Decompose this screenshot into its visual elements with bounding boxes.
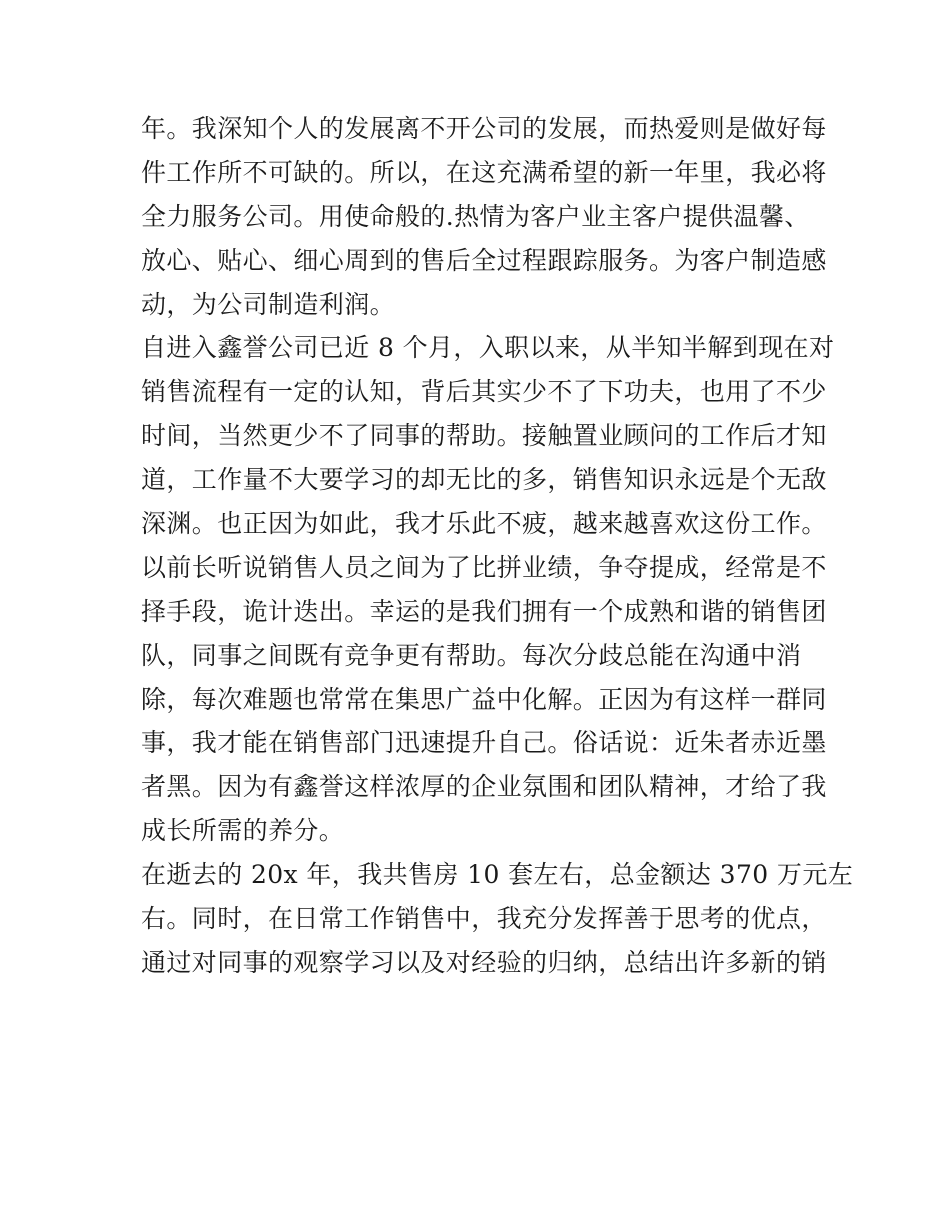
paragraph-1 [141,107,827,326]
text-line: 右。同时，在日常工作销售中，我充分发挥善于思考的优点， [141,904,827,934]
text-line: 全力服务公司。用使命般的.热情为客户业主客户提供温馨、 [141,201,810,231]
paragraph-3 [141,546,827,853]
text-line: 件工作所不可缺的。所以，在这充满希望的新一年里，我必将 [141,157,827,187]
text-line: 通过对同事的观察学习以及对经验的归纳，总结出许多新的销 [141,947,827,977]
paragraph-4 [141,853,854,985]
text-line: 动，为公司制造利润。 [141,289,396,319]
text-line: 在逝去的 20x 年，我共售房 10 套左右，总金额达 370 万元左 [141,860,854,890]
text-line: 以前长听说销售人员之间为了比拼业绩，争夺提成，经常是不 [141,552,827,582]
text-line: 时间，当然更少不了同事的帮助。接触置业顾问的工作后才知 [141,421,827,451]
text-line: 销售流程有一定的认知，背后其实少不了下功夫，也用了不少 [141,377,827,407]
paragraph-2 [141,326,835,545]
text-line: 队，同事之间既有竞争更有帮助。每次分歧总能在沟通中消 [141,640,802,670]
document-body [141,107,854,985]
text-line: 深渊。也正因为如此，我才乐此不疲，越来越喜欢这份工作。 [141,509,827,539]
text-line: 除，每次难题也常常在集思广益中化解。正因为有这样一群同 [141,684,827,714]
text-line: 事，我才能在销售部门迅速提升自己。俗话说：近朱者赤近墨 [141,728,827,758]
text-line: 者黑。因为有鑫誉这样浓厚的企业氛围和团队精神，才给了我 [141,772,827,802]
text-line: 道，工作量不大要学习的却无比的多，销售知识永远是个无敌 [141,465,827,495]
text-line: 自进入鑫誉公司已近 8 个月，入职以来，从半知半解到现在对 [141,333,835,363]
text-line: 成长所需的养分。 [141,816,345,846]
text-line: 择手段，诡计迭出。幸运的是我们拥有一个成熟和谐的销售团 [141,596,827,626]
text-line: 年。我深知个人的发展离不开公司的发展，而热爱则是做好每 [141,114,827,143]
text-line: 放心、贴心、细心周到的售后全过程跟踪服务。为客户制造感 [141,245,827,275]
